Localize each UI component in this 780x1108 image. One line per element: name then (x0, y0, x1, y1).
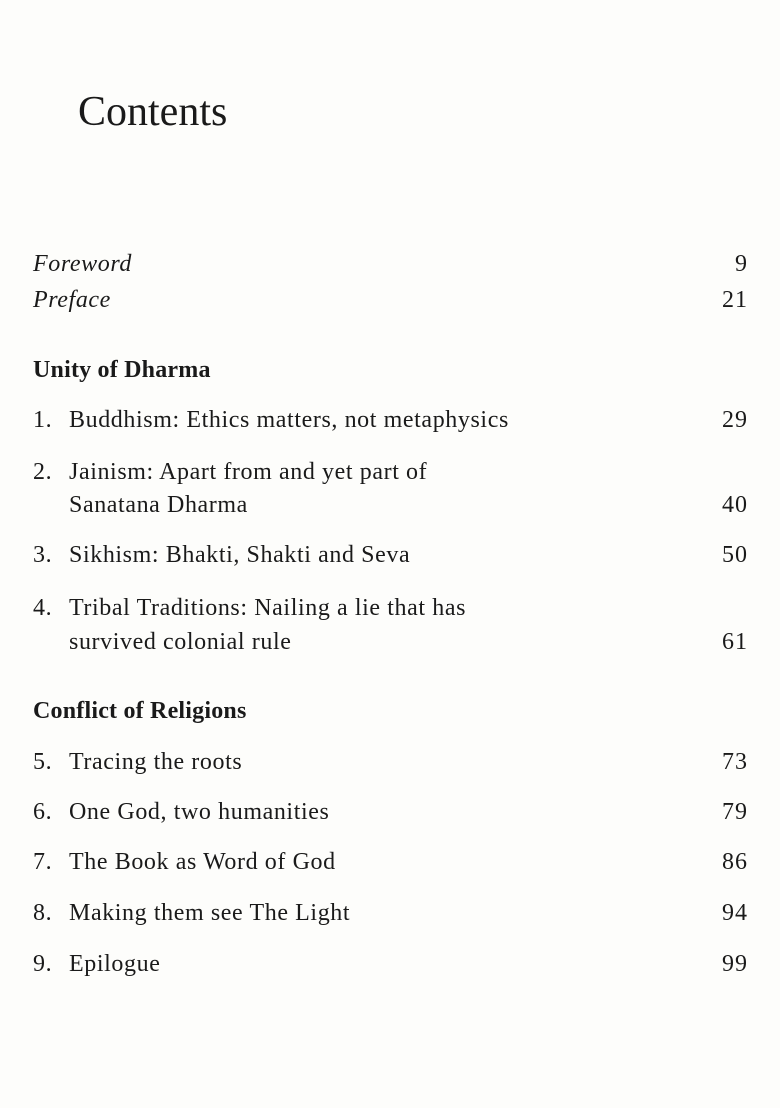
entry-title: Jainism: Apart from and yet part of (69, 459, 428, 485)
toc-preface: Preface (33, 287, 111, 313)
entry-title: Tribal Traditions: Nailing a lie that has (69, 595, 467, 621)
toc-page: 40 (722, 492, 748, 518)
toc-page: 29 (722, 407, 748, 433)
entry-title: Tracing the roots (69, 749, 243, 775)
toc-entry (33, 798, 329, 826)
entry-number: 2. (33, 459, 53, 485)
toc-page: 61 (722, 629, 748, 655)
toc-entry (33, 458, 427, 486)
toc-entry (33, 406, 509, 434)
entry-number: 7. (33, 849, 53, 875)
section-heading: Conflict of Religions (33, 698, 247, 724)
entry-title: Making them see The Light (69, 900, 351, 926)
entry-number: 4. (33, 595, 53, 621)
toc-entry (33, 541, 410, 569)
toc-entry (33, 899, 350, 927)
entry-number: 3. (33, 542, 53, 568)
toc-foreword: Foreword (33, 251, 133, 277)
entry-number: 6. (33, 799, 53, 825)
toc-page: 9 (735, 251, 748, 277)
entry-number: 5. (33, 749, 53, 775)
entry-number: 9. (33, 951, 53, 977)
entry-title: The Book as Word of God (69, 849, 336, 875)
toc-entry (33, 594, 466, 622)
toc-page: 99 (722, 951, 748, 977)
entry-title-continued: survived colonial rule (69, 629, 292, 655)
entry-title: One God, two humanities (69, 799, 330, 825)
toc-entry (33, 950, 160, 978)
toc-page: 73 (722, 749, 748, 775)
entry-title: Sikhism: Bhakti, Shakti and Seva (69, 542, 411, 568)
entry-number: 8. (33, 900, 53, 926)
entry-number: 1. (33, 407, 53, 433)
toc-page: 94 (722, 900, 748, 926)
toc-page: 86 (722, 849, 748, 875)
toc-page: 50 (722, 542, 748, 568)
entry-title: Epilogue (69, 951, 161, 977)
section-heading: Unity of Dharma (33, 357, 211, 383)
toc-page: 21 (722, 287, 748, 313)
page-title: Contents (78, 89, 228, 135)
toc-entry (33, 848, 336, 876)
entry-title-continued: Sanatana Dharma (69, 492, 248, 518)
entry-title: Buddhism: Ethics matters, not metaphysics (69, 407, 509, 433)
toc-page: 79 (722, 799, 748, 825)
toc-entry (33, 748, 242, 776)
